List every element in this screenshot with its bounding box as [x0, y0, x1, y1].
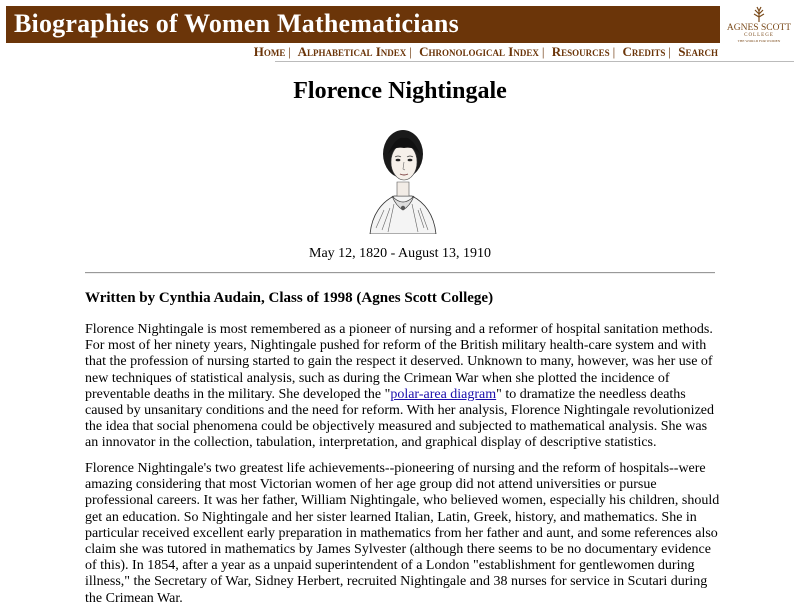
portrait-image	[366, 124, 440, 234]
nav-home[interactable]: Home	[253, 44, 286, 59]
header-divider	[275, 61, 794, 62]
top-nav	[254, 44, 718, 60]
tree-icon	[752, 6, 766, 22]
nav-alphabetical-index[interactable]: Alphabetical Index	[297, 44, 407, 59]
college-logo[interactable]	[722, 6, 796, 48]
paragraph-1	[85, 322, 720, 452]
content-divider	[85, 272, 715, 274]
nav-separator: |	[409, 44, 412, 59]
paragraph-1-text-a: Florence Nightingale is most remembered as a pioneer of nursing and a reformer of hospital sanitation methods. For most of her ninety years, Nightingale pushed for reform of the British military health-care system and with that the profession of nursing started to gain the respect it deserved. Unknown to many, however, was her use of new techniques of statistical analysis, such as during the Crimean War when she plotted the incidence of preventable deaths in the military. She developed the "	[85, 322, 713, 402]
page-title: Florence Nightingale	[293, 78, 507, 104]
site-title[interactable]: Biographies of Women Mathematicians	[14, 9, 459, 38]
logo-tagline: THE WORLD FOR WOMEN	[737, 39, 781, 43]
nav-chronological-index[interactable]: Chronological Index	[419, 44, 539, 59]
nav-credits[interactable]: Credits	[622, 44, 666, 59]
logo-name: AGNES SCOTT	[726, 23, 792, 33]
nav-separator: |	[541, 44, 545, 59]
site-banner	[6, 6, 720, 43]
nav-separator: |	[668, 44, 672, 59]
life-dates: May 12, 1820 - August 13, 1910	[309, 246, 491, 261]
logo-sub: COLLEGE	[744, 33, 774, 38]
nav-separator: |	[612, 44, 616, 59]
paragraph-2: Florence Nightingale's two greatest life achievements--pioneering of nursing and the reform of hospitals--were amazing considering that most Victorian women of her age group did not attend universities or pursue professional careers. It was her father, William Nightingale, who believed women, especially his children, should get an education. So Nightingale and her sister learned Italian, Latin, Greek, history, and mathematics. She in particular received excellent early preparation in mathematics from her father and aunt, and some references also claim she was tutored in mathematics by James Sylvester (although there seems to be no documentary evidence of this). In 1854, after a year as a unpaid superintendent of a London "establishment for gentlewomen during illness," the Secretary of War, Sidney Herbert, recruited Nightingale and 38 nurses for service in Scutari during the Crimean War.	[85, 461, 720, 606]
polar-area-diagram-link[interactable]: polar-area diagram	[390, 386, 497, 402]
author-byline: Written by Cynthia Audain, Class of 1998 (Agnes Scott College)	[85, 290, 494, 306]
nav-search[interactable]: Search	[678, 44, 718, 59]
nav-separator: |	[288, 44, 292, 59]
nav-resources[interactable]: Resources	[551, 44, 610, 59]
paragraph-1-text-b: " to dramatize the needless deaths caused by unsanitary conditions and the need for reform. With her analysis, Florence Nightingale revolutionized the idea that social phenomena could be objectively measured and subjected to mathematical analysis. She was an innovator in the collection, tabulation, interpretation, and graphical display of descriptive statistics.	[85, 386, 714, 451]
